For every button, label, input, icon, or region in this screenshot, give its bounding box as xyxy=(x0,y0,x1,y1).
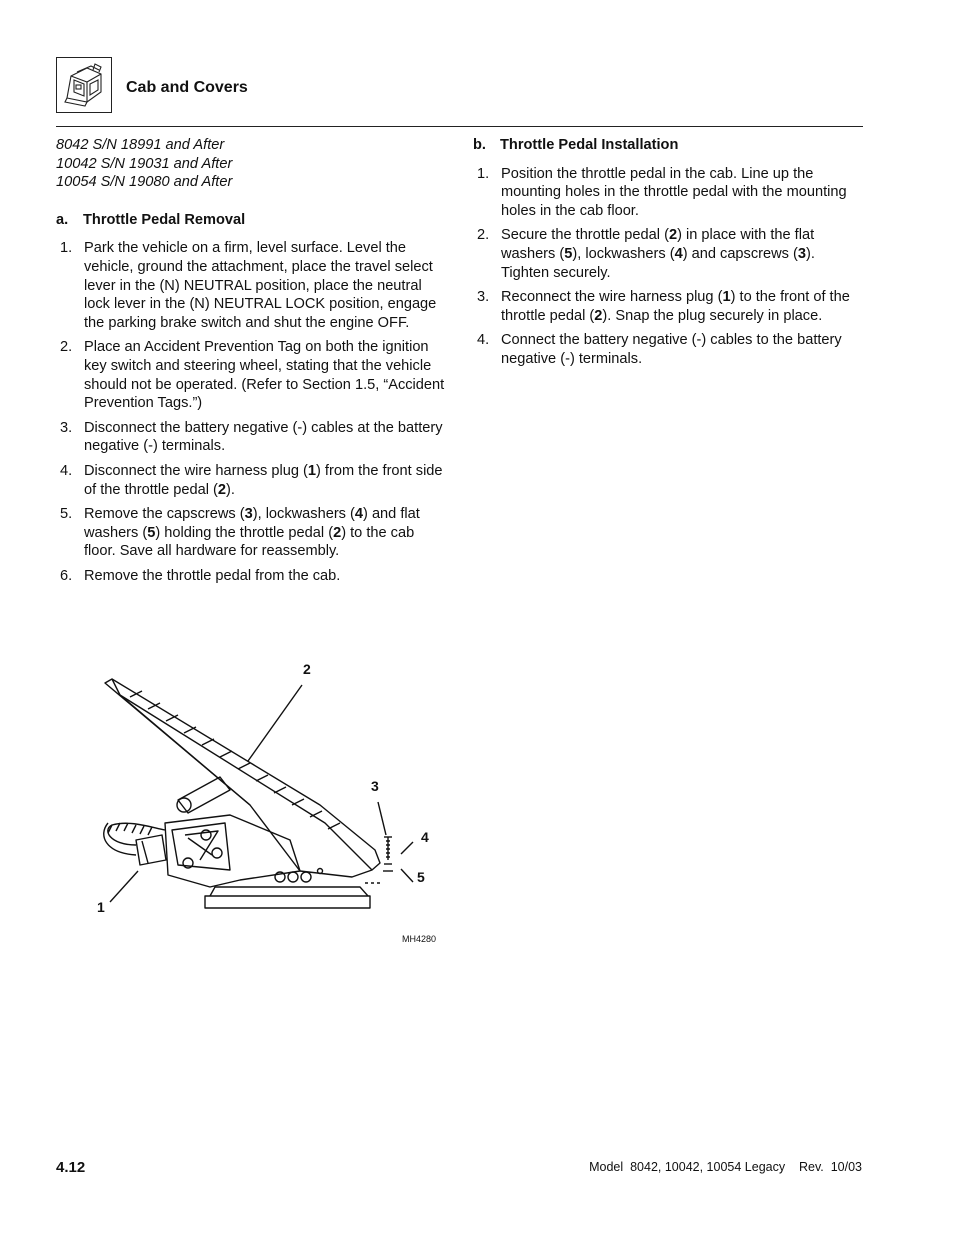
step-item xyxy=(56,567,448,586)
step-item xyxy=(56,338,448,412)
step-item xyxy=(56,462,448,499)
step-item xyxy=(56,505,448,561)
callout-2: 2 xyxy=(303,661,311,677)
right-column xyxy=(473,136,865,375)
callout-5: 5 xyxy=(417,869,425,885)
step-number: 4. xyxy=(60,462,73,479)
step-text: Park the vehicle on a firm, level surface. Level the vehicle, ground the attachment, place the travel select lever in the (N) NEUTRAL position, place the neutral lock lever in the (N) NEUTRAL LOCK position, engage the parking brake switch and shut the engine OFF. xyxy=(84,240,437,331)
left-column xyxy=(56,136,448,591)
step-text: Place an Accident Prevention Tag on both the ignition key switch and steering wheel, stating that the vehicle should not be operated. (Refer to Section 1.5, “Accident Prevention Tags.”) xyxy=(84,339,445,412)
step-number: 6. xyxy=(60,567,73,584)
step-item xyxy=(56,419,448,456)
step-number: 3. xyxy=(60,419,73,436)
step-text: Connect the battery negative (-) cables to the battery negative (-) terminals. xyxy=(501,332,842,367)
step-text: Position the throttle pedal in the cab. Line up the mounting holes in the throttle pedal with the mounting holes in the cab floor. xyxy=(501,165,847,219)
cab-icon xyxy=(57,58,111,112)
step-number: 2. xyxy=(60,339,73,356)
throttle-pedal-illustration xyxy=(90,655,450,955)
section-title: Cab and Covers xyxy=(126,79,248,96)
step-number: 5. xyxy=(60,506,73,523)
step-text: Disconnect the wire harness plug (1) from the front side of the throttle pedal (2). xyxy=(84,462,443,498)
removal-steps xyxy=(56,239,448,585)
removal-heading xyxy=(56,211,448,230)
heading-text: Throttle Pedal Removal xyxy=(83,211,246,228)
serial-applicability xyxy=(56,136,448,192)
step-number: 3. xyxy=(477,289,490,306)
model-revision: Model 8042, 10042, 10054 Legacy Rev. 10/03 xyxy=(589,1160,862,1174)
step-number: 1. xyxy=(60,240,73,257)
step-item xyxy=(473,226,865,282)
heading-text: Throttle Pedal Installation xyxy=(500,137,679,153)
step-text: Disconnect the battery negative (-) cables at the battery negative (-) terminals. xyxy=(84,419,443,455)
step-text: Remove the capscrews (3), lockwashers (4) and flat washers (5) holding the throttle pedal (2) to the cab floor. Save all hardware for reassembly. xyxy=(84,506,420,560)
serial-line: 10054 S/N 19080 and After xyxy=(56,174,233,191)
step-text: Secure the throttle pedal (2) in place with the flat washers (5), lockwashers (4) and capscrews (3). Tighten securely. xyxy=(501,227,815,281)
step-item xyxy=(473,331,865,368)
heading-letter: a. xyxy=(56,211,69,228)
step-item xyxy=(473,288,865,325)
callout-3: 3 xyxy=(371,778,379,794)
step-text: Remove the throttle pedal from the cab. xyxy=(84,567,341,584)
header-divider xyxy=(56,126,863,127)
serial-line: 10042 S/N 19031 and After xyxy=(56,155,233,172)
step-item xyxy=(56,239,448,332)
section-icon-box xyxy=(56,57,112,113)
callout-4: 4 xyxy=(421,829,429,845)
throttle-pedal-figure xyxy=(90,655,450,955)
step-item xyxy=(473,165,865,221)
serial-line: 8042 S/N 18991 and After xyxy=(56,137,225,153)
step-number: 1. xyxy=(477,165,490,182)
step-number: 4. xyxy=(477,332,490,349)
page-number: 4.12 xyxy=(56,1159,86,1176)
step-text: Reconnect the wire harness plug (1) to the front of the throttle pedal (2). Snap the plug securely in place. xyxy=(501,289,850,324)
step-number: 2. xyxy=(477,227,490,244)
installation-heading xyxy=(473,136,865,155)
installation-steps xyxy=(473,165,865,369)
heading-letter: b. xyxy=(473,137,486,153)
callout-1: 1 xyxy=(97,899,105,915)
figure-code: MH4280 xyxy=(402,934,437,944)
